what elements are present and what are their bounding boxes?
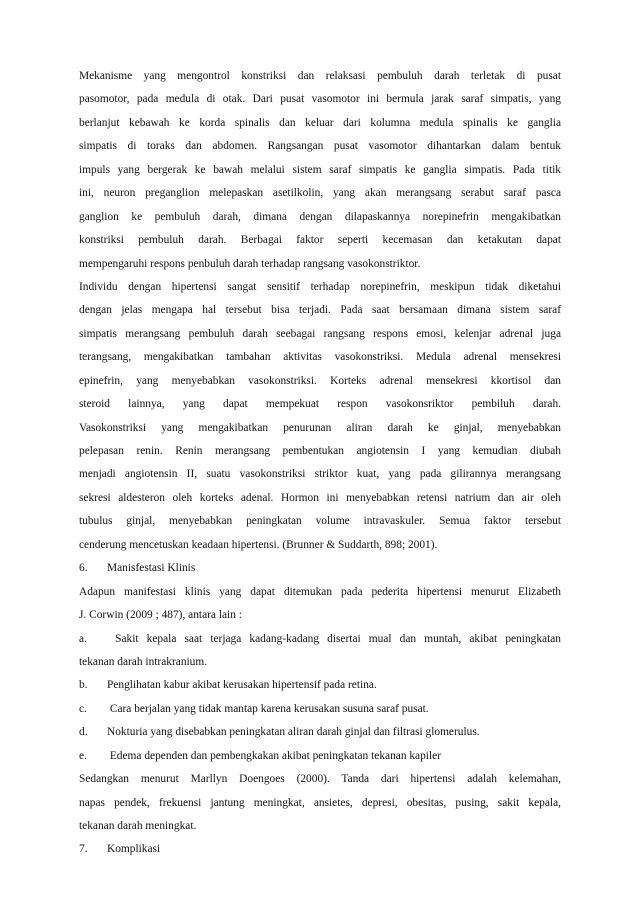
- list-item-a: [79, 628, 561, 651]
- paragraph-line: Vasokonstriksi yang mengakibatkan penurunan aliran darah ke ginjal, menyebabkan: [79, 421, 561, 434]
- paragraph-line: sekresi aldesteron oleh korteks adenal. Hormon ini menyebabkan retensi natrium dan air oleh: [79, 491, 561, 504]
- list-item-d: [79, 721, 561, 744]
- list-marker: b.: [79, 679, 88, 692]
- paragraph-line: berlanjut kebawah ke korda spinalis dan keluar dari kolumna medula spinalis ke ganglia: [79, 116, 561, 129]
- intro-line: Adapun manifestasi klinis yang dapat ditemukan pada pederita hipertensi menurut Elizabeth: [79, 585, 561, 598]
- section-heading-6: [79, 557, 561, 580]
- list-item-text: Edema dependen dan pembengkakan akibat peningkatan tekanan kapiler: [107, 749, 441, 762]
- paragraph-line: simpatis merangsang pembuluh darah seebagai rangsang respons emosi, kelenjar adrenal juga: [79, 327, 561, 340]
- list-marker: c.: [79, 702, 87, 715]
- list-item-text: Penglihatan kabur akibat kerusakan hipertensif pada retina.: [107, 679, 377, 692]
- list-item-text: Nokturia yang disebabkan peningkatan aliran darah ginjal dan filtrasi glomerulus.: [107, 726, 480, 739]
- closing-line: napas pendek, frekuensi jantung meningkat, ansietes, depresi, obesitas, pusing, sakit kepala,: [79, 796, 561, 809]
- closing-line: Sedangkan menurut Marllyn Doengoes (2000). Tanda dari hipertensi adalah kelemahan,: [79, 773, 561, 786]
- paragraph-line: cenderung mencetuskan keadaan hipertensi. (Brunner & Suddarth, 898; 2001).: [79, 538, 438, 551]
- section-title: Komplikasi: [107, 843, 161, 856]
- closing-line: tekanan darah meningkat.: [79, 820, 197, 832]
- list-item-e: [79, 745, 561, 768]
- paragraph-line: terangsang, mengakibatkan tambahan aktivitas vasokonstriksi. Medula adrenal mensekresi: [79, 351, 561, 364]
- paragraph-line: ganglion ke pembuluh darah, dimana dengan dilapaskannya norepinefrin mengakibatkan: [79, 210, 561, 223]
- paragraph-line: epinefrin, yang menyebabkan vasokonstriksi. Korteks adrenal mensekresi kkortisol dan: [79, 374, 561, 387]
- paragraph-line: ini, neuron preganglion melepaskan asetilkolin, yang akan merangsang serabut saraf pasca: [79, 187, 561, 200]
- list-marker: a.: [79, 632, 87, 645]
- list-item-c: [79, 698, 561, 721]
- paragraph-line: Mekanisme yang mengontrol konstriksi dan relaksasi pembuluh darah terletak di pusat: [79, 70, 561, 82]
- list-item-b: [79, 674, 561, 697]
- paragraph-line: pelepasan renin. Renin merangsang pembentukan angiotensin I yang kemudian diubah: [79, 445, 561, 457]
- paragraph-line: pasomotor, pada medula di otak. Dari pusat vasomotor ini bermula jarak saraf simpatis, yang: [79, 93, 561, 106]
- list-marker: d.: [79, 726, 88, 739]
- list-marker: e.: [79, 749, 87, 762]
- paragraph-line: mempengaruhi respons penbuluh darah terhadap rangsang vasokonstriktor.: [79, 257, 421, 270]
- document-page: [79, 65, 561, 862]
- paragraph-line: tubulus ginjal, menyebabkan peningkatan volume intravaskuler. Semua faktor tersebut: [79, 515, 561, 528]
- paragraph-line: dengan jelas mengapa hal tersebut bisa terjadi. Pada saat bersamaan dimana sistem saraf: [79, 304, 561, 317]
- section-number: 7.: [79, 843, 88, 856]
- section-heading-7: [79, 838, 561, 861]
- list-item-text: Cara berjalan yang tidak mantap karena kerusakan susuna saraf pusat.: [107, 702, 429, 715]
- list-item-text: Sakit kepala saat terjaga kadang-kadang disertai mual dan muntah, akibat peningkatan: [107, 632, 561, 645]
- paragraph-line: Individu dengan hipertensi sangat sensitif terhadap norepinefrin, meskipun tidak diketahui: [79, 280, 561, 293]
- paragraph-line: simpatis di toraks dan abdomen. Rangsangan pusat vasomotor dihantarkan dalam bentuk: [79, 140, 561, 153]
- paragraph-line: steroid lainnya, yang dapat mempekuat respon vasokonsriktor pembiluh darah.: [79, 398, 561, 411]
- list-item-continuation: tekanan darah intrakranium.: [79, 655, 208, 668]
- paragraph-line: impuls yang bergerak ke bawah melalui sistem saraf simpatis ke ganglia simpatis. Pada titik: [79, 163, 561, 176]
- paragraph-line: konstriksi pembuluh darah. Berbagai faktor seperti kecemasan dan ketakutan dapat: [79, 234, 561, 247]
- paragraph-line: menjadi angiotensin II, suatu vasokonstriksi striktor kuat, yang pada gilirannya merangsang: [79, 468, 561, 481]
- section-title: Manisfestasi Klinis: [107, 562, 196, 575]
- section-number: 6.: [79, 562, 88, 575]
- intro-line: J. Corwin (2009 ; 487), antara lain :: [79, 609, 242, 622]
